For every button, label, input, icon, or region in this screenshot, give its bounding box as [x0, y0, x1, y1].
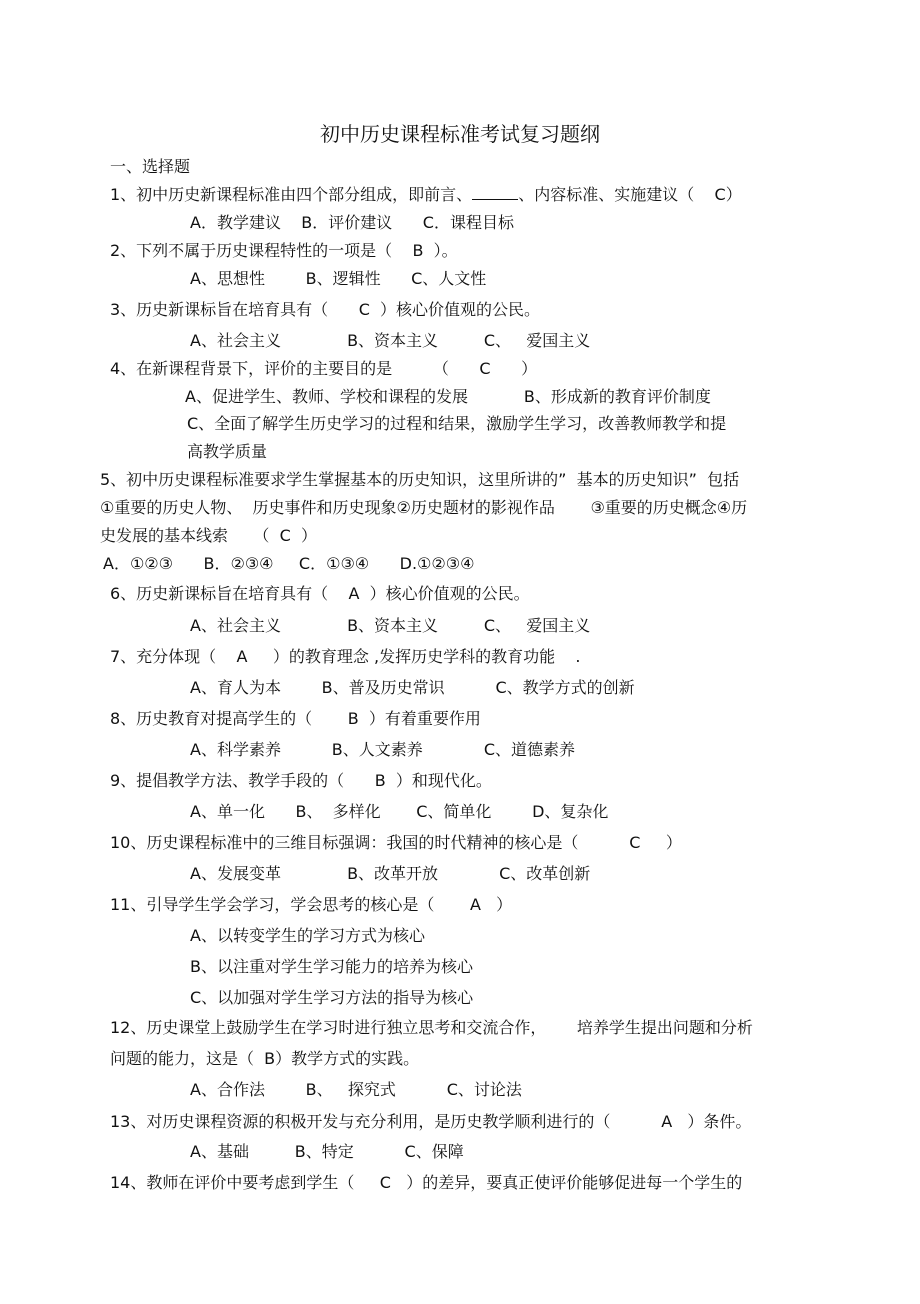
question-8-options: A、科学素养 B、人文素养 C、道德素养 — [190, 740, 575, 759]
question-2-options: A、思想性 B、逻辑性 C、人文性 — [190, 269, 487, 288]
question-12-options: A、合作法 B、 探究式 C、讨论法 — [190, 1080, 522, 1099]
question-11-option-b: B、以注重对学生学习能力的培养为核心 — [190, 957, 473, 976]
answer-blank — [472, 185, 518, 200]
question-4-stem: 4、在新课程背景下，评价的主要目的是 （ C ） — [110, 359, 538, 378]
question-7-stem: 7、充分体现（ A ）的教育理念 ,发挥历史学科的教育功能 . — [110, 647, 581, 666]
question-7-options: A、育人为本 B、普及历史常识 C、教学方式的创新 — [190, 678, 635, 697]
question-12-stem-line-2: 问题的能力，这是（ B）教学方式的实践。 — [110, 1049, 420, 1068]
question-14-stem: 14、教师在评价中要考虑到学生（ C ）的差异，要真正使评价能够促进每一个学生的 — [110, 1173, 743, 1192]
question-13-stem: 13、对历史课程资源的积极开发与充分利用，是历史教学顺利进行的（ A ）条件。 — [110, 1112, 752, 1131]
question-10-stem: 10、历史课程标准中的三维目标强调：我国的时代精神的核心是（ C ） — [110, 833, 682, 852]
question-11-option-c: C、以加强对学生学习方法的指导为核心 — [190, 988, 474, 1007]
question-1-options: A．教学建议 B．评价建议 C．课程目标 — [190, 213, 514, 232]
question-5-stem-line-3: 史发展的基本线索 （ C ） — [100, 526, 317, 545]
question-13-options: A、基础 B、特定 C、保障 — [190, 1142, 464, 1161]
section-heading: 一、选择题 — [110, 157, 191, 176]
question-9-stem: 9、提倡教学方法、教学手段的（ B ）和现代化。 — [110, 771, 492, 790]
question-4-option-line-2: C、全面了解学生历史学习的过程和结果，激励学生学习，改善教师教学和提 — [187, 414, 727, 433]
question-4-option-line-1: A、促进学生、教师、学校和课程的发展 B、形成新的教育评价制度 — [185, 387, 711, 406]
question-11-option-a: A、以转变学生的学习方式为核心 — [190, 926, 425, 945]
question-6-options: A、社会主义 B、资本主义 C、 爱国主义 — [190, 616, 591, 635]
document-title: 初中历史课程标准考试复习题纲 — [320, 122, 600, 146]
question-12-stem-line-1: 12、历史课堂上鼓励学生在学习时进行独立思考和交流合作， 培养学生提出问题和分析 — [110, 1018, 753, 1037]
question-5-stem-line-1: 5、初中历史课程标准要求学生掌握基本的历史知识，这里所讲的” 基本的历史知识” 包括 — [100, 470, 740, 489]
question-3-options: A、社会主义 B、资本主义 C、 爱国主义 — [190, 331, 591, 350]
question-3-stem: 3、历史新课标旨在培育具有（ C ）核心价值观的公民。 — [110, 300, 541, 319]
question-1-stem: 1、初中历史新课程标准由四个部分组成，即前言、 、内容标准、实施建议（ C） — [110, 185, 742, 204]
question-6-stem: 6、历史新课标旨在培育具有（ A ）核心价值观的公民。 — [110, 584, 530, 603]
question-4-option-line-3: 高教学质量 — [187, 442, 268, 461]
question-5-stem-line-2: ①重要的历史人物、 历史事件和历史现象②历史题材的影视作品 ③重要的历史概念④历 — [100, 498, 748, 517]
question-5-options: A．①②③ B．②③④ C．①③④ D.①②③④ — [103, 554, 475, 573]
question-2-stem: 2、下列不属于历史课程特性的一项是（ B ）。 — [110, 241, 458, 260]
question-10-options: A、发展变革 B、改革开放 C、改革创新 — [190, 864, 591, 883]
question-8-stem: 8、历史教育对提高学生的（ B ）有着重要作用 — [110, 709, 481, 728]
question-11-stem: 11、引导学生学会学习，学会思考的核心是（ A ） — [110, 895, 513, 914]
question-9-options: A、单一化 B、 多样化 C、简单化 D、复杂化 — [190, 802, 609, 821]
